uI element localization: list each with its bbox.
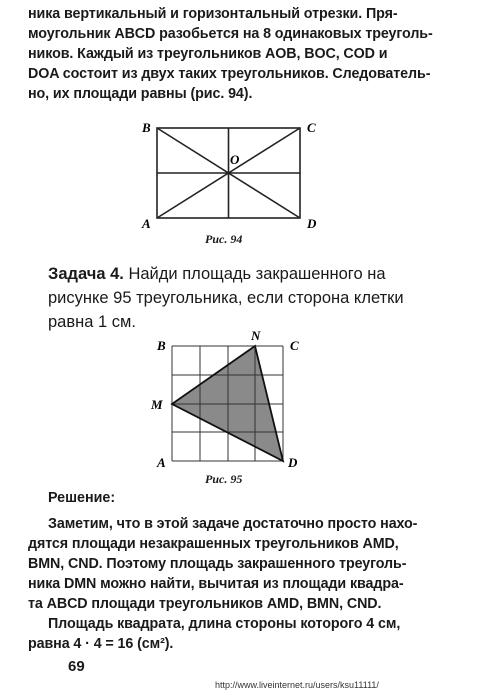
- intro-line: ника вертикальный и горизонтальный отрезки. Пря-: [28, 6, 398, 22]
- figure-95: [145, 330, 315, 470]
- label-a: A: [142, 216, 151, 230]
- caption-fig-95: Рис. 95: [205, 472, 243, 486]
- solution-line: Заметим, что в этой задаче достаточно просто нахо-: [48, 516, 418, 532]
- label-c: C: [307, 120, 316, 135]
- solution-paragraph-1: [28, 514, 453, 614]
- label-b: B: [157, 338, 166, 353]
- figure-94: [130, 118, 330, 230]
- label-d: D: [288, 455, 298, 470]
- solution-line: та ABCD площади треугольников AMD, BMN, CND.: [28, 596, 382, 612]
- solution-line: Площадь квадрата, длина стороны которого 4 см,: [48, 616, 401, 632]
- task-line: равна 1 см.: [48, 313, 136, 331]
- task-title: Задача 4.: [48, 265, 124, 283]
- intro-line: но, их площади равны (рис. 94).: [28, 86, 253, 102]
- label-a: A: [157, 455, 166, 470]
- intro-line: моугольник ABCD разобьется на 8 одинаковых треуголь-: [28, 26, 433, 42]
- solution-line: BMN, CND. Поэтому площадь закрашенного треуголь-: [28, 556, 407, 572]
- page-number: 69: [68, 658, 85, 675]
- label-b: B: [142, 120, 151, 135]
- intro-paragraph: [28, 4, 453, 104]
- caption-fig-94: Рис. 94: [205, 232, 243, 246]
- task-4: [48, 262, 458, 334]
- label-m: M: [151, 397, 163, 412]
- solution-line: дятся площади незакрашенных треугольников AMD,: [28, 536, 399, 552]
- label-n: N: [251, 330, 261, 343]
- solution-paragraph-2: [28, 614, 453, 654]
- footer-url: http://www.liveinternet.ru/users/ksu11111/: [215, 680, 379, 690]
- solution-line: равна 4 · 4 = 16 (см²).: [28, 636, 174, 652]
- solution-line: ника DMN можно найти, вычитая из площади квадра-: [28, 576, 404, 592]
- task-line: [48, 262, 458, 286]
- task-line: рисунке 95 треугольника, если сторона клетки: [48, 289, 404, 307]
- task-text: Найди площадь закрашенного на: [128, 265, 386, 283]
- label-c: C: [290, 338, 299, 353]
- label-d: D: [307, 216, 317, 230]
- solution-heading: Решение:: [48, 490, 116, 506]
- intro-line: DOA состоит из двух таких треугольников. Следователь-: [28, 66, 431, 82]
- label-o: O: [230, 152, 240, 167]
- intro-line: ников. Каждый из треугольников AOB, BOC, COD и: [28, 46, 388, 62]
